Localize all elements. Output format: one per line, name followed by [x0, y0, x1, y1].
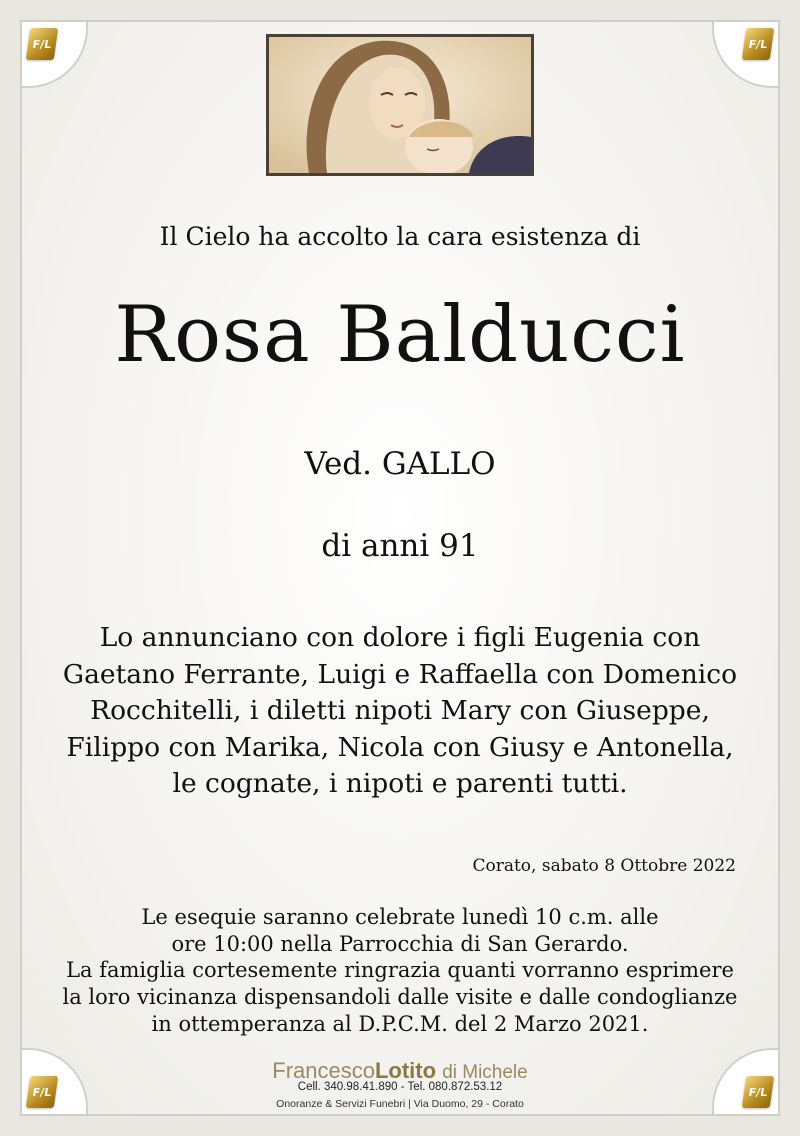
funeral-line: ore 10:00 nella Parrocchia di San Gerardo.	[171, 931, 629, 956]
funeral-line: la loro vicinanza dispensandoli dalle visite e dalle condoglianze	[62, 984, 738, 1009]
madonna-and-child-image	[266, 34, 534, 176]
funeral-line: La famiglia cortesemente ringrazia quanti vorranno esprimere	[66, 958, 734, 983]
place-and-date: Corato, sabato 8 Ottobre 2022	[472, 856, 736, 876]
agency-last-name: Lotito	[374, 1058, 437, 1083]
announcement-line: Rocchitelli, i diletti nipoti Mary con Giuseppe,	[90, 695, 710, 727]
announcement-line: Lo annunciano con dolore i figli Eugenia con	[99, 622, 701, 653]
intro-text: Il Cielo ha accolto la cara esistenza di	[159, 222, 641, 251]
agency-logo-icon: F/L	[26, 1076, 58, 1108]
agency-logo-icon: F/L	[742, 28, 774, 60]
funeral-line: in ottemperanza al D.P.C.M. del 2 Marzo 2021.	[151, 1011, 649, 1036]
agency-logo-icon: F/L	[742, 1076, 774, 1108]
announcement-line: Gaetano Ferrante, Luigi e Raffaella con Domenico	[62, 658, 738, 690]
age: di anni 91	[321, 528, 479, 564]
agency-first-name: Francesco	[272, 1058, 375, 1083]
agency-suffix: di Michele	[442, 1062, 528, 1083]
agency-phones: Cell. 340.98.41.890 - Tel. 080.872.53.12	[297, 1081, 503, 1093]
agency-address: Onoranze & Servizi Funebri | Via Duomo, 29 - Corato	[276, 1098, 524, 1110]
funeral-line: Le esequie saranno celebrate lunedì 10 c.m. alle	[141, 905, 659, 929]
funeral-details	[20, 904, 780, 1037]
agency-logo-icon: F/L	[26, 28, 58, 60]
announcement-line: le cognate, i nipoti e parenti tutti.	[172, 768, 628, 800]
announcement-line: Filippo con Marika, Nicola con Giusy e Antonella,	[66, 731, 734, 763]
announcement	[20, 620, 780, 803]
deceased-name: Rosa Balducci	[114, 290, 686, 380]
widow-of: Ved. GALLO	[304, 446, 496, 482]
